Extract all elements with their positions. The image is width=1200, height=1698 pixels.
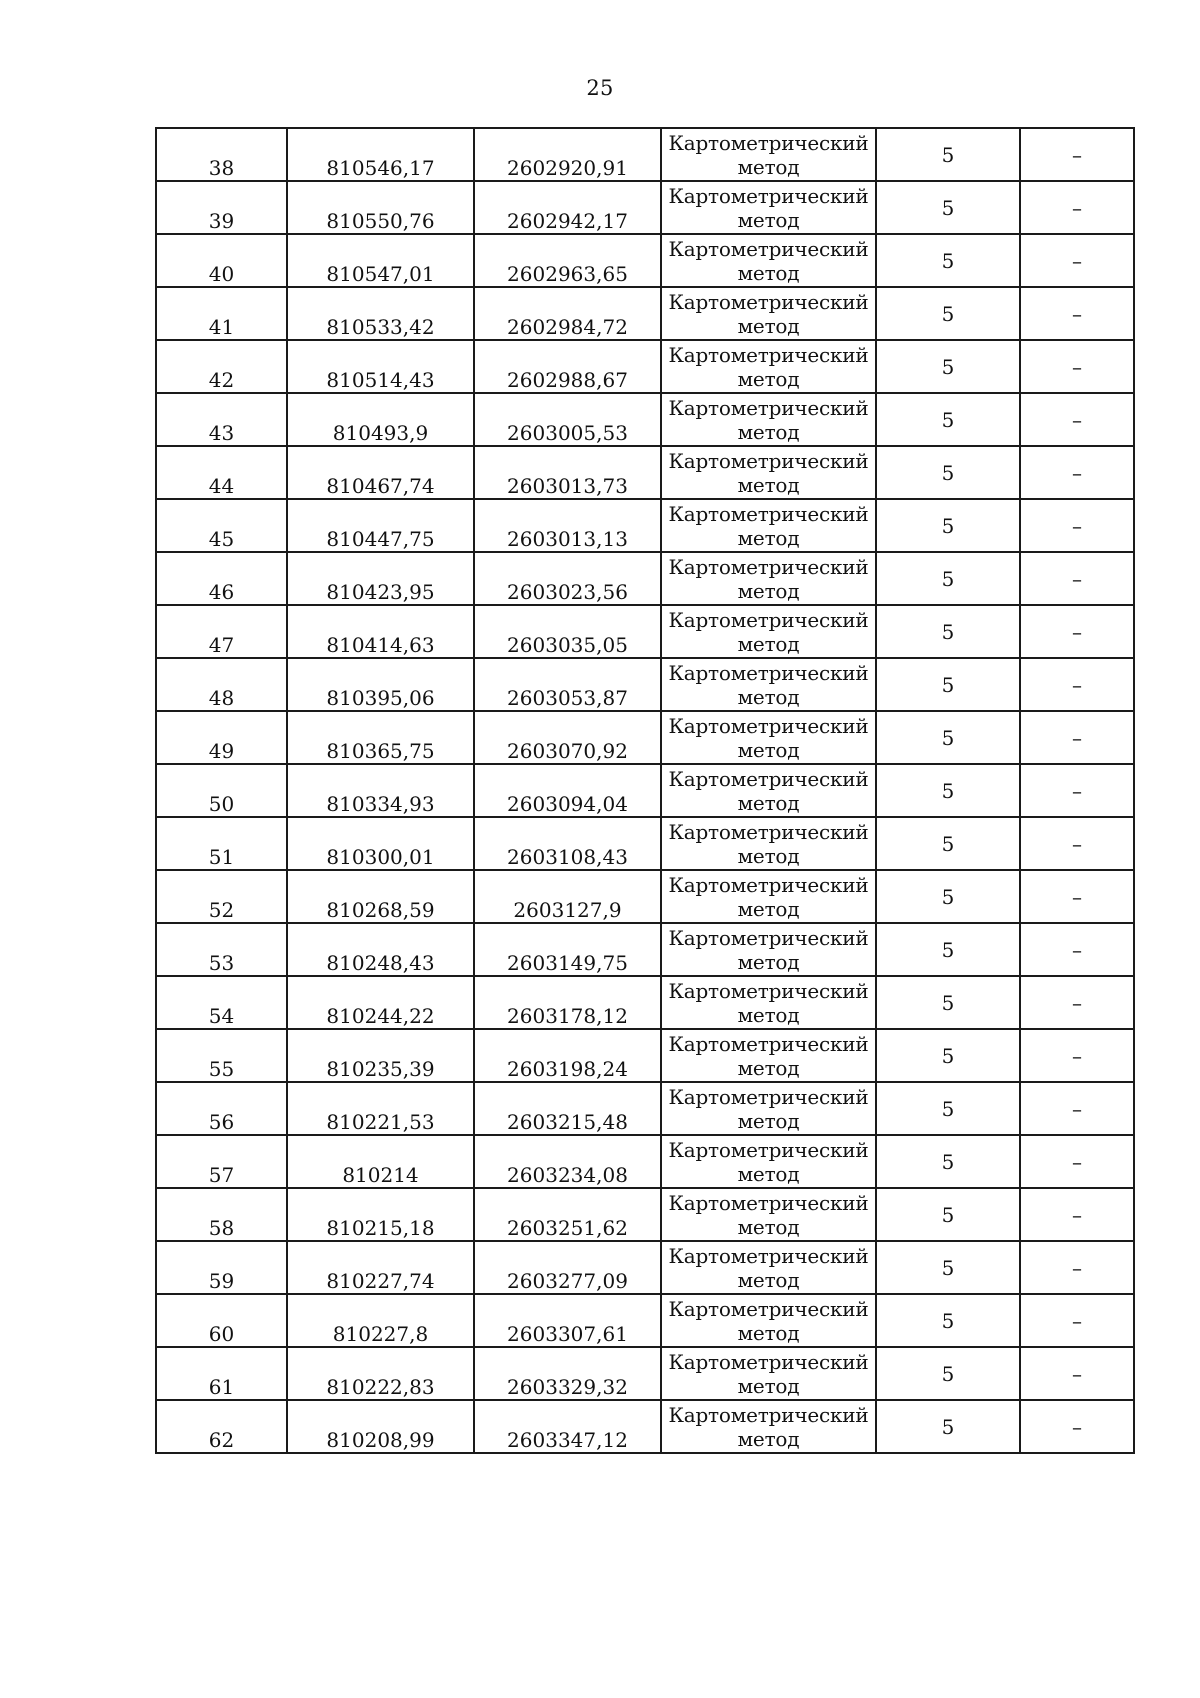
coordinate-y-cell: 2603198,24 [474,1029,661,1082]
method-line-2: метод [737,843,800,868]
coordinate-x-cell: 810268,59 [287,870,474,923]
method-cell [661,1082,876,1135]
method-line-1: Картометрический [668,1402,869,1427]
accuracy-cell: 5 [876,1347,1020,1400]
table-row [156,870,1134,923]
method-line-1: Картометрический [668,1031,869,1056]
note-cell: – [1020,181,1134,234]
accuracy-cell: 5 [876,817,1020,870]
coordinate-x-cell: 810547,01 [287,234,474,287]
coordinate-y-cell: 2603108,43 [474,817,661,870]
note-cell: – [1020,1188,1134,1241]
coordinate-x-cell: 810221,53 [287,1082,474,1135]
method-line-2: метод [737,737,800,762]
method-cell [661,711,876,764]
method-line-2: метод [737,419,800,444]
method-line-1: Картометрический [668,236,869,261]
method-line-2: метод [737,1320,800,1345]
accuracy-cell: 5 [876,552,1020,605]
method-cell [661,128,876,181]
coordinate-x-cell: 810208,99 [287,1400,474,1453]
accuracy-cell: 5 [876,976,1020,1029]
table-row [156,340,1134,393]
method-line-2: метод [737,1426,800,1451]
point-number-cell: 61 [156,1347,287,1400]
table-row [156,1241,1134,1294]
table-row [156,287,1134,340]
accuracy-cell: 5 [876,446,1020,499]
table-row [156,552,1134,605]
table-row [156,1029,1134,1082]
method-cell [661,234,876,287]
page-number: 25 [586,76,614,100]
coordinate-y-cell: 2603013,73 [474,446,661,499]
table-row [156,764,1134,817]
method-line-2: метод [737,1161,800,1186]
point-number-cell: 39 [156,181,287,234]
accuracy-cell: 5 [876,605,1020,658]
point-number-cell: 45 [156,499,287,552]
point-number-cell: 49 [156,711,287,764]
point-number-cell: 59 [156,1241,287,1294]
method-line-2: метод [737,1002,800,1027]
coordinate-y-cell: 2603329,32 [474,1347,661,1400]
table-row [156,817,1134,870]
coordinate-x-cell: 810414,63 [287,605,474,658]
table-row [156,181,1134,234]
method-line-2: метод [737,525,800,550]
method-line-2: метод [737,1267,800,1292]
point-number-cell: 47 [156,605,287,658]
table-row [156,1347,1134,1400]
point-number-cell: 42 [156,340,287,393]
method-line-2: метод [737,154,800,179]
table-row [156,128,1134,181]
point-number-cell: 38 [156,128,287,181]
method-cell [661,340,876,393]
coordinate-x-cell: 810227,8 [287,1294,474,1347]
accuracy-cell: 5 [876,711,1020,764]
coordinate-x-cell: 810546,17 [287,128,474,181]
method-cell [661,764,876,817]
point-number-cell: 52 [156,870,287,923]
coordinate-y-cell: 2603053,87 [474,658,661,711]
note-cell: – [1020,287,1134,340]
method-line-2: метод [737,949,800,974]
note-cell: – [1020,446,1134,499]
method-line-2: метод [737,1214,800,1239]
method-cell [661,499,876,552]
table-row [156,711,1134,764]
note-cell: – [1020,1082,1134,1135]
point-number-cell: 55 [156,1029,287,1082]
point-number-cell: 50 [156,764,287,817]
accuracy-cell: 5 [876,1029,1020,1082]
method-line-1: Картометрический [668,395,869,420]
point-number-cell: 53 [156,923,287,976]
table-row [156,446,1134,499]
method-cell [661,393,876,446]
method-line-1: Картометрический [668,872,869,897]
method-line-1: Картометрический [668,554,869,579]
accuracy-cell: 5 [876,658,1020,711]
method-cell [661,181,876,234]
method-cell [661,658,876,711]
method-line-1: Картометрический [668,289,869,314]
note-cell: – [1020,711,1134,764]
coordinate-x-cell: 810550,76 [287,181,474,234]
coordinate-y-cell: 2603277,09 [474,1241,661,1294]
coordinate-x-cell: 810447,75 [287,499,474,552]
coordinate-x-cell: 810300,01 [287,817,474,870]
point-number-cell: 40 [156,234,287,287]
table-row [156,605,1134,658]
accuracy-cell: 5 [876,128,1020,181]
accuracy-cell: 5 [876,234,1020,287]
table-row [156,923,1134,976]
coordinate-y-cell: 2603005,53 [474,393,661,446]
method-line-1: Картометрический [668,607,869,632]
method-cell [661,1029,876,1082]
method-cell [661,923,876,976]
method-line-1: Картометрический [668,1084,869,1109]
coordinate-y-cell: 2603215,48 [474,1082,661,1135]
note-cell: – [1020,1241,1134,1294]
coordinates-table-body [156,128,1134,1453]
coordinate-y-cell: 2602920,91 [474,128,661,181]
accuracy-cell: 5 [876,340,1020,393]
coordinate-y-cell: 2603347,12 [474,1400,661,1453]
method-cell [661,1241,876,1294]
note-cell: – [1020,976,1134,1029]
coordinate-x-cell: 810365,75 [287,711,474,764]
note-cell: – [1020,1029,1134,1082]
coordinate-y-cell: 2603094,04 [474,764,661,817]
note-cell: – [1020,817,1134,870]
table-row [156,234,1134,287]
note-cell: – [1020,764,1134,817]
coordinate-y-cell: 2603178,12 [474,976,661,1029]
point-number-cell: 48 [156,658,287,711]
method-cell [661,1400,876,1453]
point-number-cell: 43 [156,393,287,446]
coordinate-y-cell: 2603251,62 [474,1188,661,1241]
point-number-cell: 54 [156,976,287,1029]
coordinate-x-cell: 810467,74 [287,446,474,499]
coordinate-y-cell: 2603307,61 [474,1294,661,1347]
method-line-2: метод [737,1373,800,1398]
point-number-cell: 44 [156,446,287,499]
method-line-1: Картометрический [668,183,869,208]
method-cell [661,976,876,1029]
note-cell: – [1020,393,1134,446]
method-line-2: метод [737,1055,800,1080]
method-line-2: метод [737,207,800,232]
coordinate-y-cell: 2602942,17 [474,181,661,234]
coordinate-y-cell: 2603023,56 [474,552,661,605]
accuracy-cell: 5 [876,870,1020,923]
coordinate-y-cell: 2602984,72 [474,287,661,340]
method-line-2: метод [737,313,800,338]
note-cell: – [1020,1135,1134,1188]
table-row [156,1188,1134,1241]
coordinate-y-cell: 2603013,13 [474,499,661,552]
coordinate-x-cell: 810214 [287,1135,474,1188]
coordinate-x-cell: 810244,22 [287,976,474,1029]
method-line-1: Картометрический [668,925,869,950]
accuracy-cell: 5 [876,923,1020,976]
coordinate-y-cell: 2603035,05 [474,605,661,658]
method-line-1: Картометрический [668,819,869,844]
note-cell: – [1020,1294,1134,1347]
point-number-cell: 56 [156,1082,287,1135]
method-line-1: Картометрический [668,1349,869,1374]
note-cell: – [1020,1400,1134,1453]
coordinate-y-cell: 2603149,75 [474,923,661,976]
method-line-1: Картометрический [668,130,869,155]
table-row [156,499,1134,552]
coordinate-x-cell: 810235,39 [287,1029,474,1082]
table-row [156,1294,1134,1347]
accuracy-cell: 5 [876,499,1020,552]
table-row [156,1400,1134,1453]
method-cell [661,446,876,499]
method-line-1: Картометрический [668,978,869,1003]
method-cell [661,1347,876,1400]
note-cell: – [1020,1347,1134,1400]
method-line-2: метод [737,896,800,921]
note-cell: – [1020,128,1134,181]
method-cell [661,817,876,870]
note-cell: – [1020,552,1134,605]
table-row [156,1135,1134,1188]
method-line-1: Картометрический [668,1243,869,1268]
coordinate-x-cell: 810334,93 [287,764,474,817]
table-row [156,976,1134,1029]
coordinate-y-cell: 2603070,92 [474,711,661,764]
table-row [156,1082,1134,1135]
method-cell [661,1188,876,1241]
method-line-1: Картометрический [668,501,869,526]
note-cell: – [1020,605,1134,658]
coordinate-x-cell: 810533,42 [287,287,474,340]
accuracy-cell: 5 [876,181,1020,234]
method-line-1: Картометрический [668,342,869,367]
method-cell [661,1294,876,1347]
coordinates-table [155,127,1135,1454]
coordinate-y-cell: 2602988,67 [474,340,661,393]
accuracy-cell: 5 [876,1241,1020,1294]
accuracy-cell: 5 [876,1188,1020,1241]
coordinate-x-cell: 810493,9 [287,393,474,446]
method-line-2: метод [737,684,800,709]
accuracy-cell: 5 [876,393,1020,446]
accuracy-cell: 5 [876,287,1020,340]
method-line-1: Картометрический [668,448,869,473]
method-line-2: метод [737,260,800,285]
method-line-2: метод [737,578,800,603]
point-number-cell: 51 [156,817,287,870]
note-cell: – [1020,870,1134,923]
table-row [156,658,1134,711]
coordinate-x-cell: 810215,18 [287,1188,474,1241]
method-line-1: Картометрический [668,1296,869,1321]
coordinate-x-cell: 810222,83 [287,1347,474,1400]
accuracy-cell: 5 [876,1400,1020,1453]
coordinate-x-cell: 810227,74 [287,1241,474,1294]
coordinate-y-cell: 2603234,08 [474,1135,661,1188]
method-cell [661,870,876,923]
accuracy-cell: 5 [876,1294,1020,1347]
point-number-cell: 58 [156,1188,287,1241]
accuracy-cell: 5 [876,1082,1020,1135]
coordinate-y-cell: 2603127,9 [474,870,661,923]
note-cell: – [1020,499,1134,552]
point-number-cell: 62 [156,1400,287,1453]
method-cell [661,287,876,340]
method-line-1: Картометрический [668,1190,869,1215]
method-cell [661,605,876,658]
method-line-2: метод [737,366,800,391]
point-number-cell: 57 [156,1135,287,1188]
note-cell: – [1020,923,1134,976]
accuracy-cell: 5 [876,1135,1020,1188]
coordinate-x-cell: 810514,43 [287,340,474,393]
method-line-1: Картометрический [668,766,869,791]
method-line-1: Картометрический [668,660,869,685]
method-line-1: Картометрический [668,1137,869,1162]
method-line-2: метод [737,790,800,815]
point-number-cell: 41 [156,287,287,340]
table-row [156,393,1134,446]
method-line-1: Картометрический [668,713,869,738]
accuracy-cell: 5 [876,764,1020,817]
method-line-2: метод [737,472,800,497]
point-number-cell: 60 [156,1294,287,1347]
note-cell: – [1020,234,1134,287]
note-cell: – [1020,340,1134,393]
method-cell [661,552,876,605]
coordinate-x-cell: 810395,06 [287,658,474,711]
coordinate-y-cell: 2602963,65 [474,234,661,287]
method-line-2: метод [737,1108,800,1133]
method-cell [661,1135,876,1188]
method-line-2: метод [737,631,800,656]
note-cell: – [1020,658,1134,711]
coordinate-x-cell: 810423,95 [287,552,474,605]
point-number-cell: 46 [156,552,287,605]
coordinate-x-cell: 810248,43 [287,923,474,976]
